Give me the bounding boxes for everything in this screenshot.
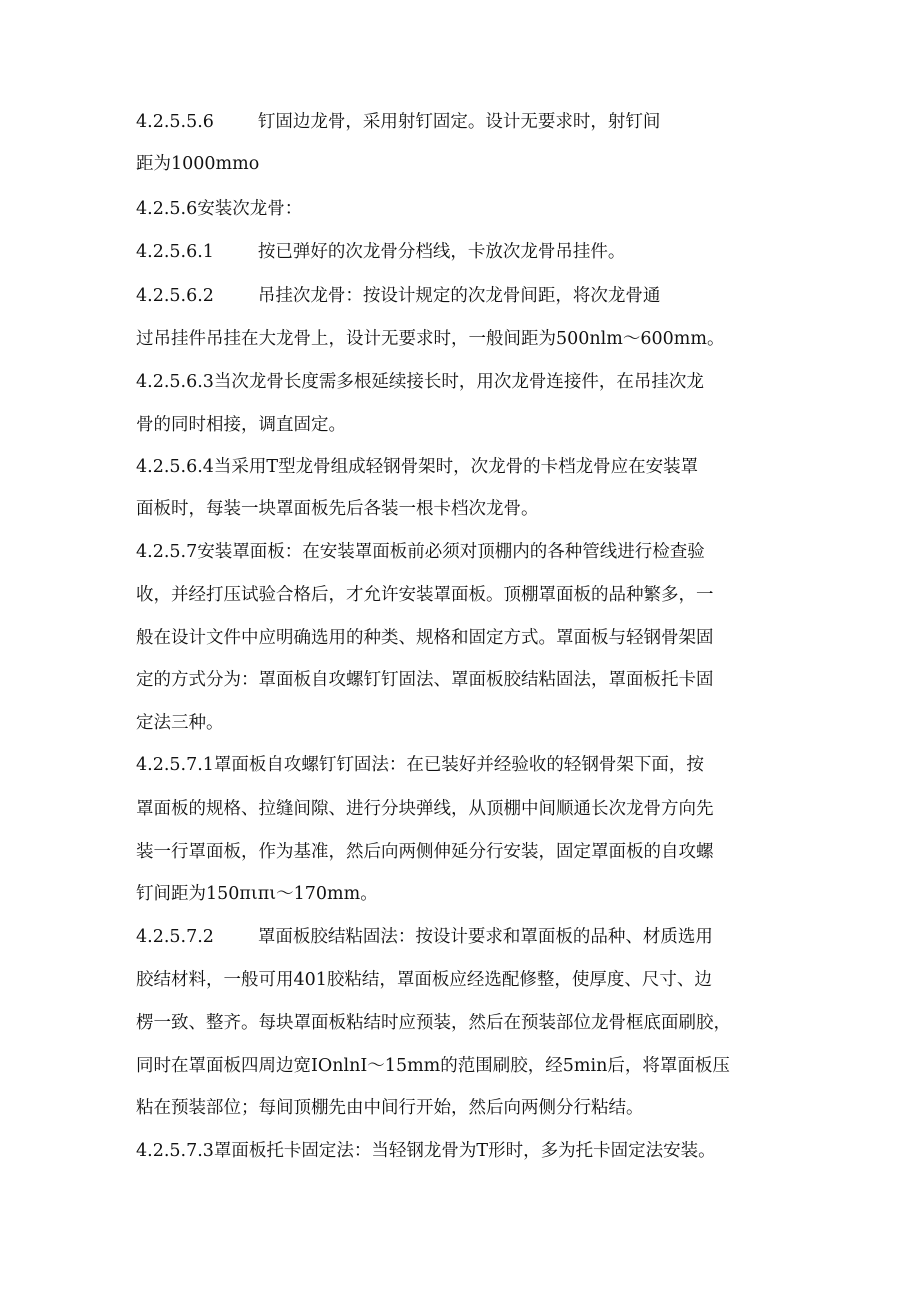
text-line bbox=[136, 1139, 716, 1163]
line-text: 钉间距为150πιπι～170mm。 bbox=[136, 884, 378, 904]
text-line bbox=[136, 152, 259, 176]
text-line bbox=[136, 626, 714, 650]
line-text: 4.2.5.6安装次龙骨： bbox=[136, 199, 303, 219]
line-text: 4.2.5.7安装罩面板：在安装罩面板前必须对顶棚内的各种管线进行检查验 bbox=[136, 542, 705, 562]
text-line bbox=[136, 583, 714, 607]
text-line bbox=[136, 882, 378, 906]
text-line bbox=[136, 370, 704, 394]
text-line bbox=[136, 968, 712, 992]
line-text: 4.2.5.6.4当采用T型龙骨组成轻钢骨架时，次龙骨的卡档龙骨应在安装罩 bbox=[136, 457, 699, 477]
line-text: 同时在罩面板四周边宽IOnlnI～15mm的范围刷胶，经5min后，将罩面板压 bbox=[136, 1056, 730, 1076]
line-text: 面板时，每装一块罩面板先后各装一根卡档次龙骨。 bbox=[136, 499, 539, 519]
text-line bbox=[136, 455, 698, 479]
line-text: 4.2.5.7.1罩面板自攻螺钉钉固法：在已装好并经验收的轻钢骨架下面，按 bbox=[136, 755, 704, 775]
line-text: 罩面板胶结粘固法：按设计要求和罩面板的品种、材质选用 bbox=[257, 927, 713, 947]
text-line bbox=[136, 540, 705, 564]
text-line bbox=[136, 1011, 731, 1035]
clause-number: 4.2.5.7.2 bbox=[136, 927, 214, 947]
clause-number: 4.2.5.6.1 bbox=[136, 242, 214, 262]
line-text: 收，并经打压试验合格后，才允许安装罩面板。顶棚罩面板的品种繁多，一 bbox=[136, 585, 714, 605]
text-line bbox=[136, 110, 660, 134]
line-text: 过吊挂件吊挂在大龙骨上，设计无要求时，一般间距为500nlm～600mm。 bbox=[136, 329, 725, 349]
text-line bbox=[136, 797, 714, 821]
line-text: 吊挂次龙骨：按设计规定的次龙骨间距，将次龙骨通 bbox=[257, 286, 661, 306]
text-line bbox=[136, 753, 704, 777]
line-text: 4.2.5.6.3当次龙骨长度需多根延续接长时，用次龙骨连接件，在吊挂次龙 bbox=[136, 372, 704, 392]
line-text: 4.2.5.7.3罩面板托卡固定法：当轻钢龙骨为T形时，多为托卡固定法安装。 bbox=[136, 1141, 716, 1161]
line-text: 般在设计文件中应明确选用的种类、规格和固定方式。罩面板与轻钢骨架固 bbox=[136, 628, 714, 648]
text-line bbox=[136, 413, 346, 437]
line-text: 粘在预装部位；每间顶棚先由中间行开始，然后向两侧分行粘结。 bbox=[136, 1098, 644, 1118]
text-line bbox=[136, 668, 714, 692]
clause-number: 4.2.5.6.2 bbox=[136, 286, 214, 306]
line-text: 罩面板的规格、拉缝间隙、进行分块弹线，从顶棚中间顺通长次龙骨方向先 bbox=[136, 799, 714, 819]
text-line bbox=[136, 840, 714, 864]
line-text: 按已弹好的次龙骨分档线，卡放次龙骨吊挂件。 bbox=[257, 242, 626, 262]
line-text: 楞一致、整齐。每块罩面板粘结时应预装，然后在预装部位龙骨框底面刷胶， bbox=[136, 1013, 731, 1033]
line-text: 胶结材料，一般可用401胶粘结，罩面板应经选配修整，使厚度、尺寸、边 bbox=[136, 970, 712, 990]
line-text: 距为1000mmo bbox=[136, 154, 260, 174]
clause-number: 4.2.5.5.6 bbox=[136, 112, 214, 132]
text-line bbox=[136, 1096, 644, 1120]
text-line bbox=[136, 284, 660, 308]
line-text: 定的方式分为：罩面板自攻螺钉钉固法、罩面板胶结粘固法，罩面板托卡固 bbox=[136, 670, 714, 690]
text-line bbox=[136, 925, 713, 949]
line-text: 钉固边龙骨，采用射钉固定。设计无要求时，射钉间 bbox=[257, 112, 661, 132]
line-text: 定法三种。 bbox=[136, 713, 224, 733]
text-line bbox=[136, 197, 302, 221]
text-line bbox=[136, 327, 724, 351]
text-line bbox=[136, 711, 224, 735]
text-line bbox=[136, 1054, 730, 1078]
line-text: 骨的同时相接，调直固定。 bbox=[136, 415, 346, 435]
text-line bbox=[136, 497, 539, 521]
line-text: 装一行罩面板，作为基准，然后向两侧伸延分行安装，固定罩面板的自攻螺 bbox=[136, 842, 714, 862]
text-line bbox=[136, 240, 625, 264]
